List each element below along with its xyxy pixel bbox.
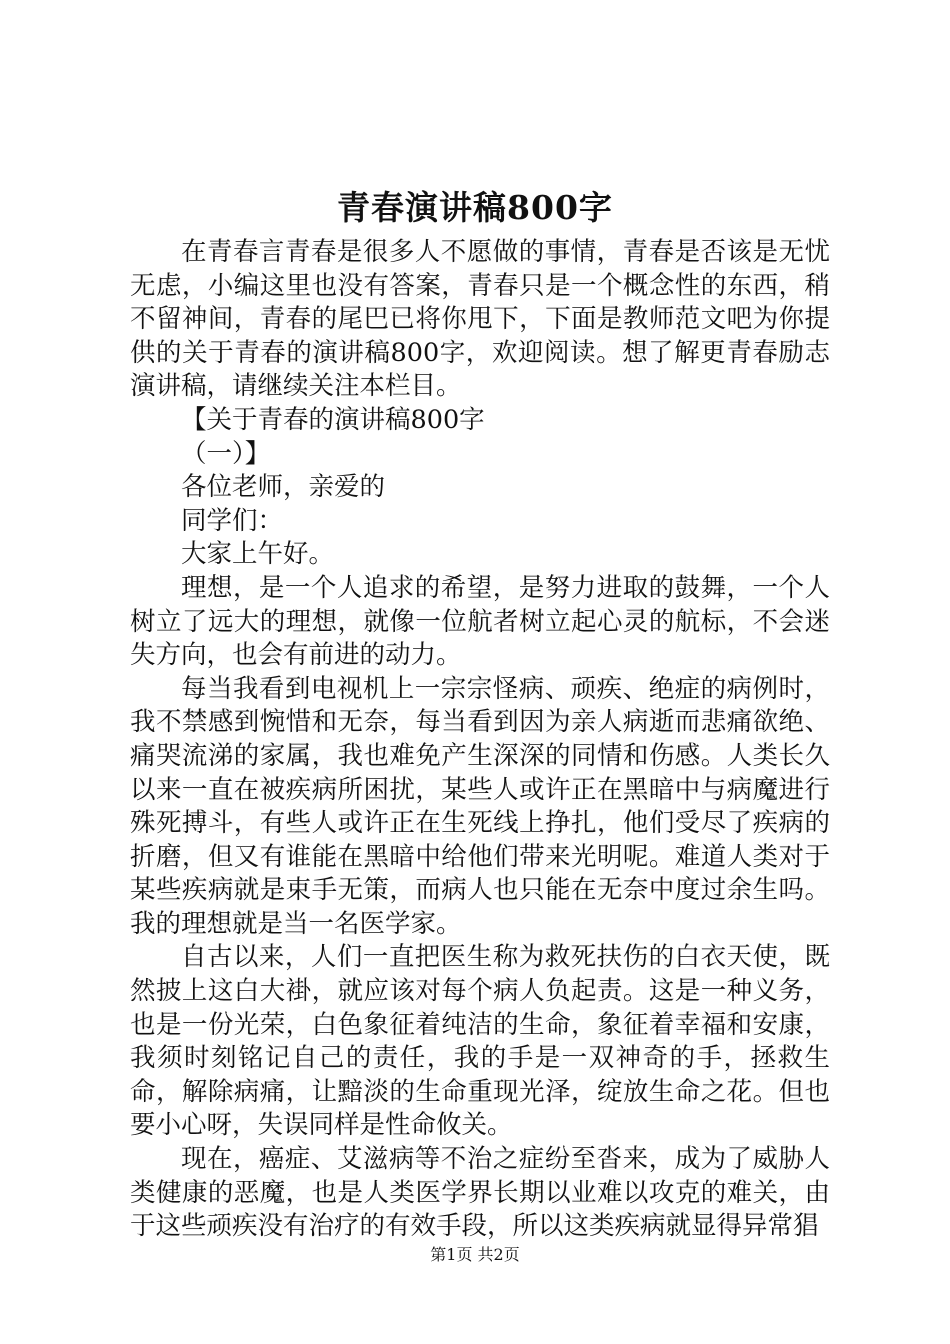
document-body — [130, 236, 830, 1244]
paragraph-intro: 在青春言青春是很多人不愿做的事情，青春是否该是无忧无虑，小编这里也没有答案，青春只是一个概念性的东西，稍不留神间，青春的尾巴已将你甩下，下面是教师范文吧为你提供的关于青春的演讲稿800字，欢迎阅读。想了解更青春励志演讲稿，请继续关注本栏目。 — [130, 237, 830, 402]
paragraph-disease: 每当我看到电视机上一宗宗怪病、顽疾、绝症的病例时，我不禁感到惋惜和无奈，每当看到因为亲人病逝而悲痛欲绝、痛哭流涕的家属，我也难免产生深深的同情和伤感。人类长久以来一直在被疾病所困扰，某些人或许正在黑暗中与病魔进行殊死搏斗，有些人或许正在生死线上挣扎，他们受尽了疾病的折磨，但又有谁能在黑暗中给他们带来光明呢。难道人类对于某些疾病就是束手无策，而病人也只能在无奈中度过余生吗。我的理想就是当一名医学家。 — [130, 673, 830, 939]
paragraph-doctor: 自古以来，人们一直把医生称为救死扶伤的白衣天使，既然披上这白大褂，就应该对每个病人负起责。这是一种义务，也是一份光荣，白色象征着纯洁的生命，象征着幸福和安康，我须时刻铭记自己的责任，我的手是一双神奇的手，拯救生命，解除病痛，让黯淡的生命重现光泽，绽放生命之花。但也要小心呀，失误同样是性命攸关。 — [130, 942, 830, 1141]
page-footer: 第1页 共2页 — [430, 1245, 520, 1264]
document-title: 青春演讲稿800字 — [337, 188, 613, 227]
paragraph-heading: 【关于青春的演讲稿800字 — [181, 404, 485, 435]
paragraph-salutation: 各位老师，亲爱的 — [181, 472, 386, 503]
paragraph-heading-number: （一）】 — [181, 438, 271, 469]
paragraph-now: 现在，癌症、艾滋病等不治之症纷至沓来，成为了威胁人类健康的恶魔，也是人类医学界长期以业难以攻克的难关，由于这些顽疾没有治疗的有效手段，所以这类疾病就显得异常猖 — [130, 1144, 830, 1242]
paragraph-salutation-students: 同学们： — [181, 505, 284, 536]
paragraph-ideal: 理想，是一个人追求的希望，是努力进取的鼓舞，一个人树立了远大的理想，就像一位航者树立起心灵的航标，不会迷失方向，也会有前进的动力。 — [130, 572, 830, 671]
paragraph-greeting: 大家上午好。 — [181, 539, 335, 570]
